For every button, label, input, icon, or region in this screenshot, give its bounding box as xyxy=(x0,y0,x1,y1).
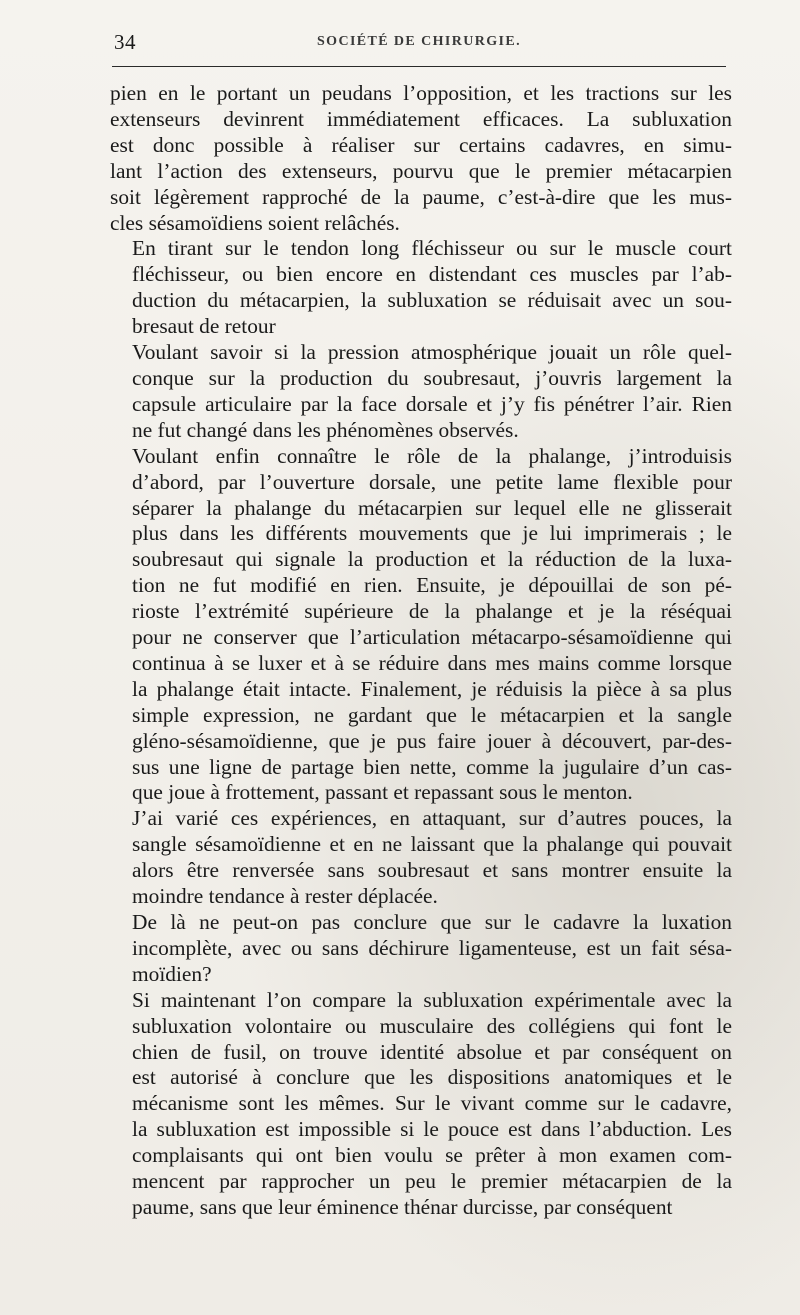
text-line: continua à se luxer et à se réduire dans mes mains comme lorsque xyxy=(132,650,732,675)
text-line: sus une ligne de partage bien nette, comme la jugulaire d’un cas- xyxy=(132,754,732,779)
text-line: De là ne peut-on pas conclure que sur le cadavre la luxation xyxy=(132,910,732,934)
text-line: capsule articulaire par la face dorsale et j’y fis pénétrer l’air. Rien xyxy=(132,391,732,416)
page-header xyxy=(110,30,728,54)
text-line: Voulant savoir si la pression atmosphérique jouait un rôle quel- xyxy=(132,340,732,365)
text-line: conque sur la production du soubresaut, j’ouvris largement la xyxy=(132,365,732,390)
text-line: pour ne conserver que l’articulation métacarpo-sésamoïdienne qui xyxy=(132,625,732,650)
text-line: En tirant sur le tendon long fléchisseur ou sur le muscle court xyxy=(132,236,732,261)
text-line: que joue à frottement, passant et repassant sous le menton. xyxy=(132,780,633,805)
text-line: cles sésamoïdiens soient relâchés. xyxy=(110,210,400,235)
text-line: alors être renversée sans soubresaut et sans montrer ensuite la xyxy=(132,858,732,883)
text-line: incomplète, avec ou sans déchirure ligamenteuse, est un fait sésa- xyxy=(132,935,732,960)
body-text xyxy=(110,81,732,1221)
paragraph xyxy=(110,81,732,236)
text-line: Si maintenant l’on compare la subluxation expérimentale avec la xyxy=(132,987,732,1012)
text-line: bresaut de retour xyxy=(132,314,276,339)
paragraph xyxy=(110,988,732,1221)
text-line: fléchisseur, ou bien encore en distendant ces muscles par l’ab- xyxy=(132,262,732,287)
text-line: duction du métacarpien, la subluxation se réduisait avec un sou- xyxy=(132,288,732,313)
text-line: chien de fusil, on trouve identité absolue et par conséquent on xyxy=(132,1039,732,1064)
text-line: est autorisé à conclure que les dispositions anatomiques et le xyxy=(132,1065,732,1090)
text-line: sangle sésamoïdienne et en ne laissant que la phalange qui pouvait xyxy=(132,832,732,857)
text-line: extenseurs devinrent immédiatement efficaces. La subluxation xyxy=(110,106,732,131)
paragraph xyxy=(110,806,732,910)
text-line: lant l’action des extenseurs, pourvu que le premier métacarpien xyxy=(110,158,732,183)
text-line: mécanisme sont les mêmes. Sur le vivant comme sur le cadavre, xyxy=(132,1091,732,1116)
text-line: soit légèrement rapproché de la paume, c’est-à-dire que les mus- xyxy=(110,184,732,209)
text-line: plus dans les différents mouvements que je lui imprimerais ; le xyxy=(132,521,732,546)
text-line: gléno-sésamoïdienne, que je pus faire jouer à découvert, par-des- xyxy=(132,728,732,753)
text-line: paume, sans que leur éminence thénar durcisse, par conséquent xyxy=(132,1194,673,1219)
text-line: moïdien? xyxy=(132,961,212,986)
text-line: séparer la phalange du métacarpien sur lequel elle ne glisserait xyxy=(132,495,732,520)
paragraph xyxy=(110,910,732,988)
text-line: rioste l’extrémité supérieure de la phalange et je la réséquai xyxy=(132,599,732,624)
text-line: pien en le portant un peudans l’opposition, et les tractions sur les xyxy=(110,81,732,105)
text-line: J’ai varié ces expériences, en attaquant, sur d’autres pouces, la xyxy=(132,806,732,831)
running-head: SOCIÉTÉ DE CHIRURGIE. xyxy=(316,34,522,49)
header-rule xyxy=(112,66,726,67)
text-line: la subluxation est impossible si le pouce est dans l’abduction. Les xyxy=(132,1117,732,1142)
paragraph xyxy=(110,236,732,340)
text-line: complaisants qui ont bien voulu se prêter à mon examen com- xyxy=(132,1143,732,1168)
text-line: soubresaut qui signale la production et la réduction de la luxa- xyxy=(132,547,732,572)
text-line: la phalange était intacte. Finalement, je réduisis la pièce à sa plus xyxy=(132,676,732,701)
text-line: simple expression, ne gardant que le métacarpien et la sangle xyxy=(132,702,732,727)
text-line: tion ne fut modifié en rien. Ensuite, je dépouillai de son pé- xyxy=(132,573,732,598)
text-line: moindre tendance à rester déplacée. xyxy=(132,884,438,909)
text-line: Voulant enfin connaître le rôle de la phalange, j’introduisis xyxy=(132,443,732,468)
text-line: subluxation volontaire ou musculaire des collégiens qui font le xyxy=(132,1013,732,1038)
paragraph xyxy=(110,444,732,807)
paragraph xyxy=(110,340,732,444)
text-line: est donc possible à réaliser sur certains cadavres, en simu- xyxy=(110,132,732,157)
text-line: mencent par rapprocher un peu le premier métacarpien de la xyxy=(132,1169,732,1194)
text-line: ne fut changé dans les phénomènes observés. xyxy=(132,417,519,442)
text-line: d’abord, par l’ouverture dorsale, une petite lame flexible pour xyxy=(132,469,732,494)
page-number: 34 xyxy=(114,30,136,54)
